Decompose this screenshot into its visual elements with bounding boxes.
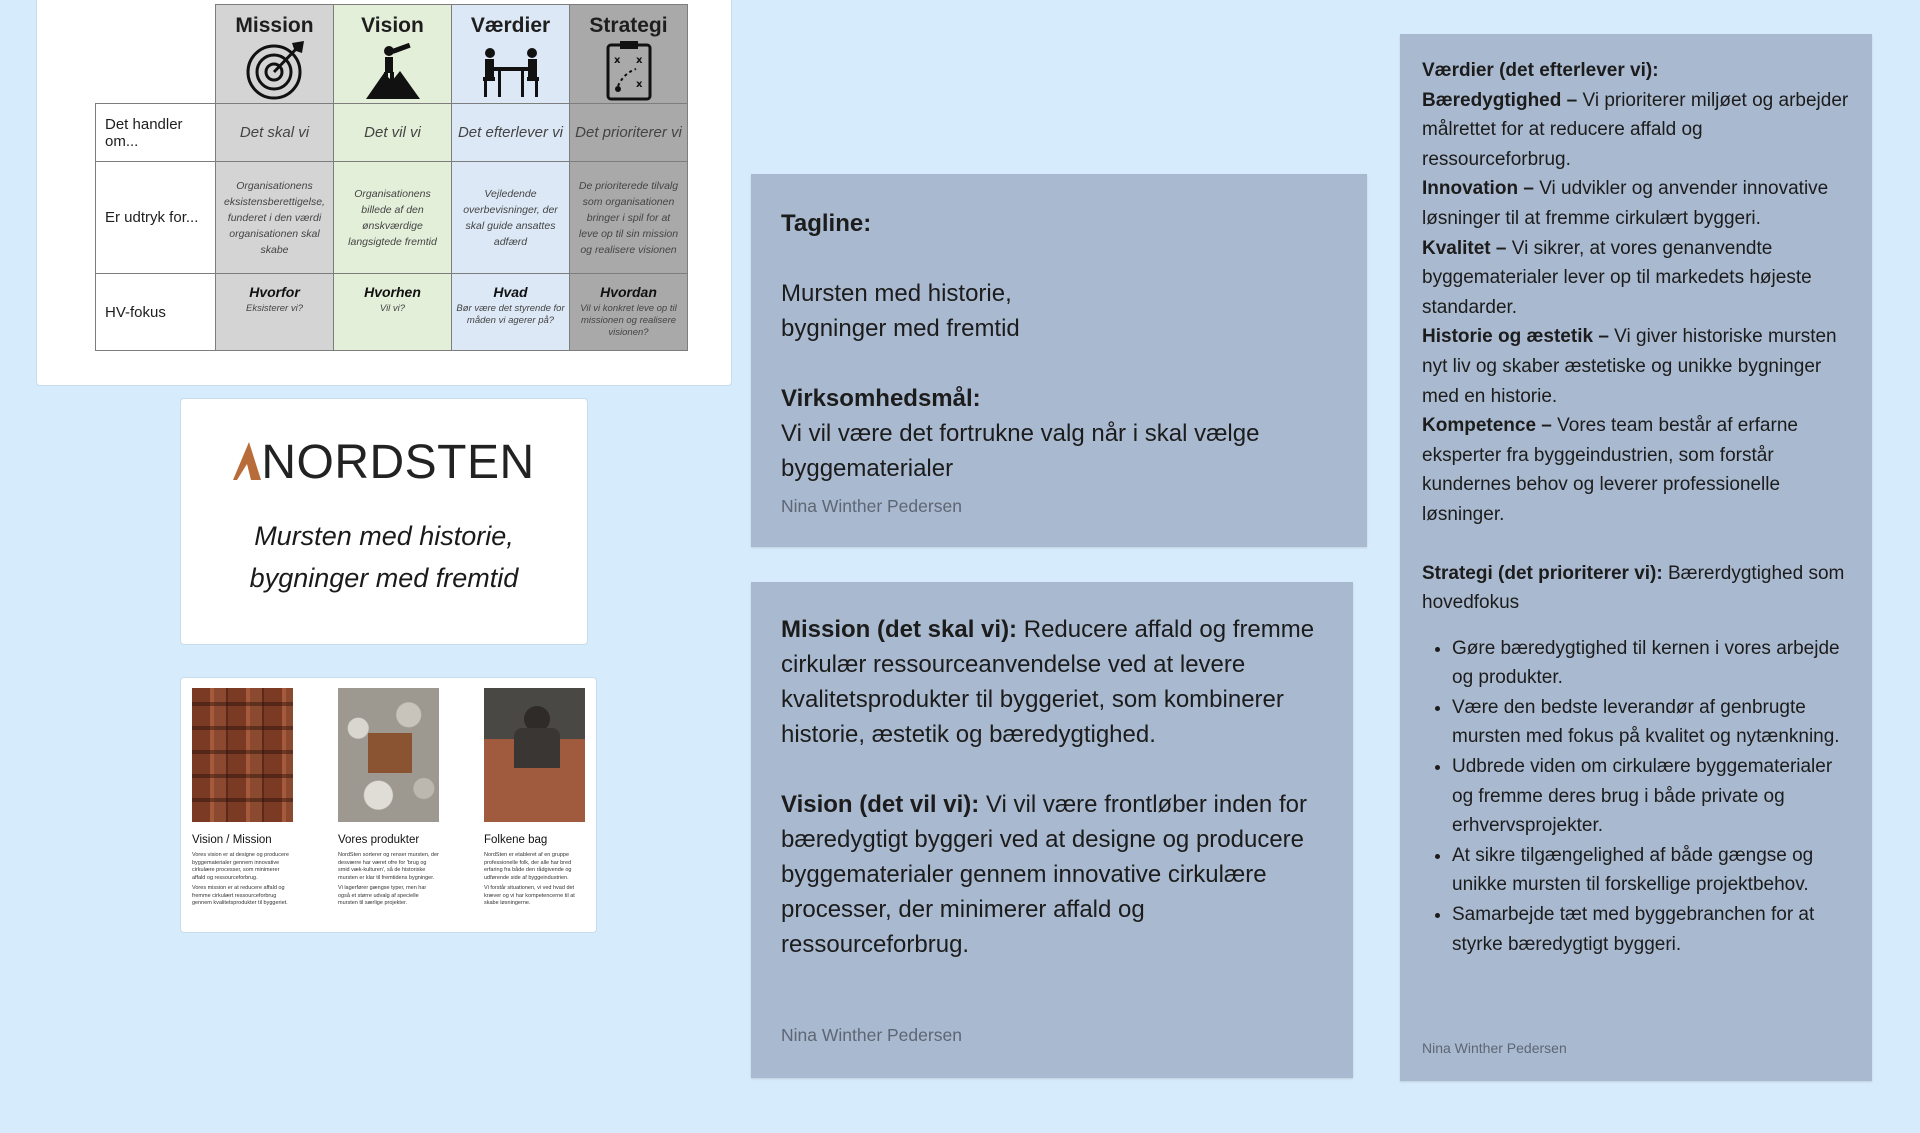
sticky-note-values-strategy[interactable] — [1400, 34, 1872, 1081]
matrix-header-label: Strategi — [589, 14, 668, 37]
note-label: Værdier (det efterlever vi): — [1422, 60, 1659, 81]
matrix-cell: Organisationens billede af den ønskværdige langsigtede fremtid — [333, 161, 452, 274]
matrix-row-label: HV-fokus — [95, 273, 216, 351]
note-label: Mission (det skal vi): — [781, 616, 1018, 643]
mission-paragraph — [781, 612, 1323, 752]
value-text: Vi sikrer, at vores genanvendte byggematerialer lever op til markedets højeste standarder. — [1422, 237, 1812, 318]
brand-mark-icon — [233, 442, 261, 480]
mission-vision-matrix-card[interactable] — [36, 0, 732, 386]
matrix-header-vision — [333, 4, 452, 110]
strategy-paragraph — [1422, 559, 1850, 618]
note-author: Nina Winther Pedersen — [781, 496, 962, 516]
value-label: Bæredygtighed – — [1422, 89, 1583, 111]
matrix-cell: Det efterlever vi — [451, 103, 570, 162]
matrix-header-strategy — [569, 4, 688, 110]
strategy-bullet: • Samarbejde tæt med byggebranchen for at styrke bæredygtigt byggeri. — [1452, 900, 1850, 959]
note-line: Vi vil være det fortrukne valg når i skal vælge byggematerialer — [781, 420, 1260, 482]
value-label: Kvalitet – — [1422, 237, 1512, 259]
logo-tagline — [181, 515, 587, 599]
matrix-cell — [569, 273, 688, 351]
matrix-cell — [333, 273, 452, 351]
svg-text:x: x — [613, 55, 620, 66]
svg-text:x: x — [635, 79, 642, 90]
note-text: Bærerdygtighed som hovedfokus — [1422, 562, 1845, 614]
matrix-cell: Vejledende overbevisninger, der skal guide ansattes adfærd — [451, 161, 570, 274]
sticky-note-tagline[interactable] — [751, 174, 1367, 547]
matrix-cell — [215, 273, 334, 351]
matrix-row-label: Er udtryk for... — [95, 161, 216, 274]
strategy-clipboard-icon — [598, 39, 660, 101]
vision-paragraph — [781, 787, 1323, 962]
value-item — [1422, 86, 1850, 175]
value-item — [1422, 322, 1850, 411]
web-column-body: Vi forstår situationen, vi ved hvad det kræver og vi har kompetencerne til at skabe løsningerne. — [484, 885, 575, 906]
website-screenshot-card[interactable] — [180, 677, 597, 933]
tagline-line: bygninger med fremtid — [249, 563, 519, 593]
matrix-cell: Det prioriterer vi — [569, 103, 688, 162]
strategy-bullet-list — [1422, 634, 1850, 960]
value-text: Vi udvikler og anvender innovative løsninger til at fremme cirkulært byggeri. — [1422, 178, 1829, 229]
note-text: Reducere affald og fremme cirkulær ressourceanvendelse ved at levere kvalitetsprodukter til byggeriet, som kombinerer historie, æstetik og bæredygtighed. — [781, 616, 1315, 748]
focus-question: Hvorhen — [364, 284, 421, 300]
strategy-bullet: • Være den bedste leverandør af genbrugte mursten med fokus på kvalitet og nytænkning. — [1452, 693, 1850, 752]
web-column-body: NordSten er etableret af en gruppe professionelle folk, der alle har bred erfaring fra både den rådgivende og udførende side af byggeindustrien. — [484, 852, 572, 881]
note-label: Tagline: — [781, 210, 872, 237]
value-item — [1422, 234, 1850, 323]
brand-logo — [181, 435, 587, 490]
focus-question: Hvorfor — [249, 284, 300, 300]
matrix-header-label: Værdier — [470, 14, 551, 37]
svg-text:x: x — [635, 55, 642, 66]
note-label: Vision (det vil vi): — [781, 791, 980, 818]
strategy-bullet: • Gøre bæredygtighed til kernen i vores arbejde og produkter. — [1452, 634, 1850, 693]
focus-question: Hvordan — [600, 284, 657, 300]
sticky-note-mission-vision[interactable] — [751, 582, 1353, 1078]
brand-name: NORDSTEN — [261, 436, 535, 489]
brick-rubble-image — [338, 688, 439, 822]
focus-subtext: Eksisterer vi? — [245, 303, 303, 314]
matrix-row-label: Det handler om... — [95, 103, 216, 162]
web-column — [192, 688, 293, 908]
value-label: Historie og æstetik – — [1422, 326, 1615, 348]
web-column-title: Vores produkter — [338, 834, 420, 846]
strategy-bullet: • At sikre tilgængelighed af både gængse og unikke mursten til forskellige projektbehov. — [1452, 841, 1850, 900]
matrix-cell: De prioriterede tilvalg som organisationen bringer i spil for at leve op til sin mission og realisere visionen — [569, 161, 688, 274]
matrix-cell: Organisationens eksistensberettigelse, funderet i den værdi organisationen skal skabe — [215, 161, 334, 274]
note-text: Vi vil være frontløber inden for bæredygtigt byggeri ved at designe og producere byggematerialer gennem innovative cirkulære processer, der minimerer affald og ressourceforbrug. — [781, 791, 1307, 958]
craftsman-image — [484, 688, 585, 822]
strategy-bullet: • Udbrede viden om cirkulære byggematerialer og fremme deres brug i både private og erhvervsprojekter. — [1452, 752, 1850, 841]
value-label: Innovation – — [1422, 178, 1540, 200]
matrix-header-mission — [215, 4, 334, 110]
note-label: Virksomhedsmål: — [781, 385, 981, 412]
focus-subtext: Bør være det styrende for måden vi agerer på? — [456, 303, 565, 326]
web-column-body: Vores vision er at designe og producere byggematerialer gennem innovative cirkulære processer, som minimerer affald og ressourceforbrug. — [192, 852, 289, 881]
web-column-body: Vores mission er at reducere affald og fremme cirkulært ressourceforbrug gennem kvalitetsprodukter til byggeriet. — [192, 885, 288, 906]
matrix-header-label: Mission — [235, 14, 314, 37]
note-line: Mursten med historie, — [781, 280, 1012, 307]
person-on-mountain-icon — [362, 39, 424, 101]
value-item — [1422, 411, 1850, 529]
web-column-body: NordSten sorterer og renser mursten, der desværre har været ofre for 'brug og smid væk-kulturen', så de historiske mursten er klar til fremtidens bygninger. — [338, 852, 439, 881]
nordsten-logo-card[interactable] — [180, 398, 588, 645]
matrix-cell: Det vil vi — [333, 103, 452, 162]
value-item — [1422, 174, 1850, 233]
web-column — [338, 688, 439, 908]
note-label: Strategi (det prioriterer vi): — [1422, 562, 1663, 584]
two-people-at-table-icon — [480, 39, 542, 101]
focus-subtext: Vil vi konkret leve op til missionen og realisere visionen? — [580, 303, 677, 338]
matrix-cell: Det skal vi — [215, 103, 334, 162]
value-label: Kompetence – — [1422, 415, 1558, 437]
note-author: Nina Winther Pedersen — [1422, 1040, 1567, 1056]
value-text: Vi giver historiske mursten nyt liv og skaber æstetiske og unikke bygninger med en historie. — [1422, 326, 1837, 407]
focus-question: Hvad — [493, 284, 528, 300]
web-column-title: Vision / Mission — [192, 834, 272, 846]
matrix-header-label: Vision — [361, 14, 424, 37]
web-column — [484, 688, 585, 908]
value-text: Vi prioriterer miljøet og arbejder målrettet for at reducere affald og ressourceforbrug. — [1422, 89, 1849, 170]
target-icon — [244, 39, 306, 101]
matrix-cell — [451, 273, 570, 351]
matrix-header-values — [451, 4, 570, 110]
note-author: Nina Winther Pedersen — [781, 1025, 962, 1045]
note-line: bygninger med fremtid — [781, 315, 1020, 342]
bricks-stack-image — [192, 688, 293, 822]
value-text: Vores team består af erfarne eksperter fra byggeindustrien, som forstår kundernes behov og leverer professionelle løsninger. — [1422, 415, 1798, 525]
web-column-body: Vi lagerfører gængse typer, men har også et større udvalg af specielle mursten til særlige projekter. — [338, 885, 427, 906]
focus-subtext: Vil vi? — [379, 303, 406, 314]
tagline-line: Mursten med historie, — [254, 521, 514, 551]
web-column-title: Folkene bag — [484, 834, 548, 846]
